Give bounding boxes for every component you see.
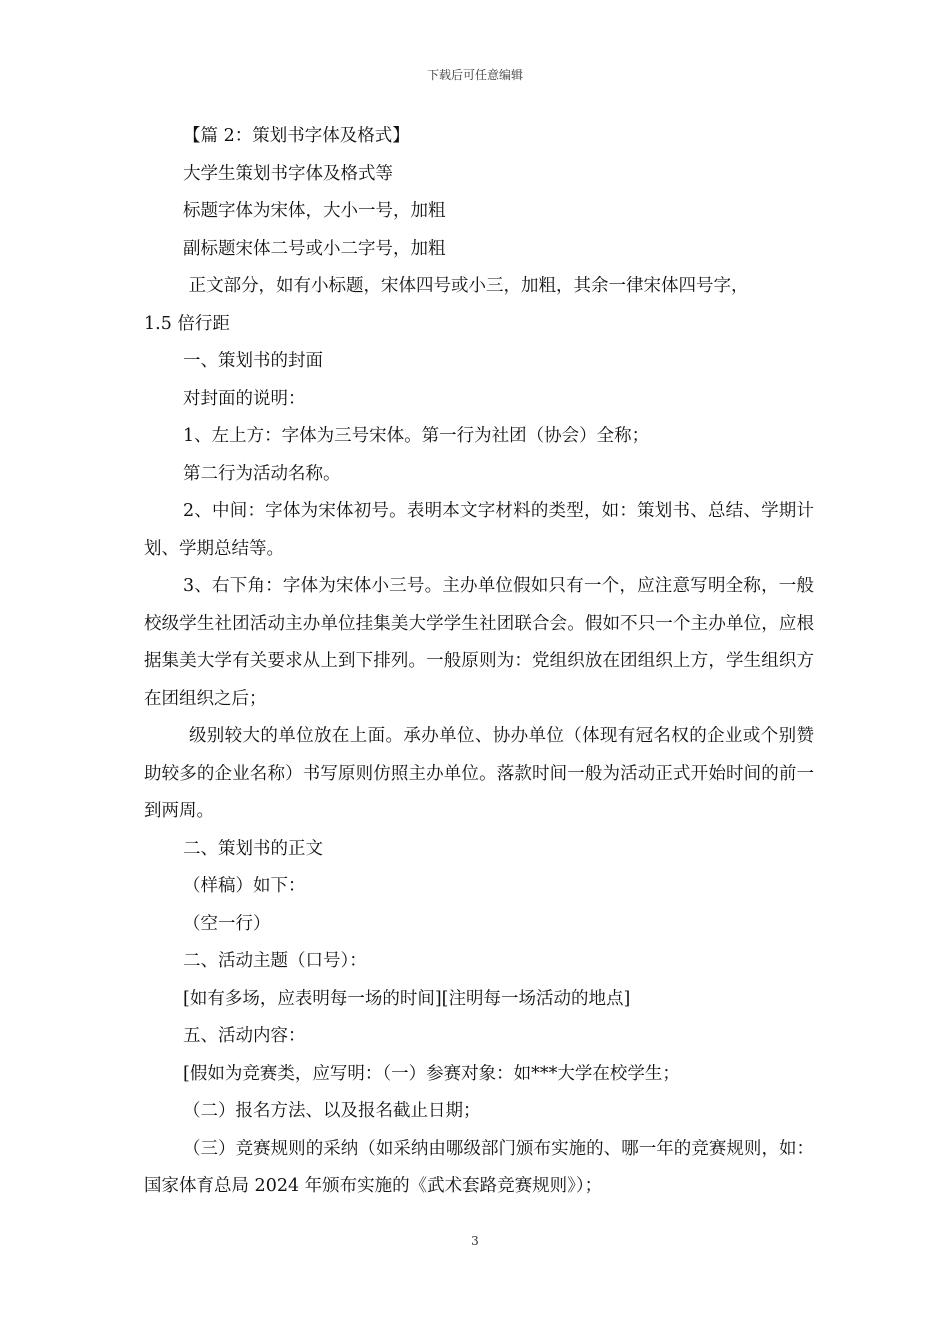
paragraph: 标题字体为宋体，大小一号，加粗 [183,201,446,221]
paragraph: 1、左上方：字体为三号宋体。第一行为社团（协会）全称； [183,426,650,446]
paragraph: （样稿）如下： [183,876,306,896]
paragraph: 五、活动内容： [183,1026,306,1046]
page-number: 3 [471,1234,479,1248]
paragraph-continuation: 1.5 倍行距 [144,313,230,334]
paragraph: [假如为竞赛类，应写明：（一）参赛对象：如***大学在校学生； [183,1063,680,1084]
paragraph: 第二行为活动名称。 [183,463,341,484]
paragraph: 二、策划书的正文 [183,838,323,859]
document-body [144,118,814,1206]
paragraph: 对封面的说明： [183,388,306,409]
paragraph: 2、中间：字体为宋体初号。表明本文字材料的类型，如：策划书、总结、学期计划、学期总结等。 [144,501,814,559]
paragraph: （空一行） [183,913,271,934]
paragraph: 一、策划书的封面 [183,351,323,371]
paragraph: [如有多场，应表明每一场的时间][注明每一场活动的地点] [183,988,631,1009]
paragraph: 3、右下角：字体为宋体小三号。主办单位假如只有一个，应注意写明全称，一般校级学生社团活动主办单位挂集美大学学生社团联合会。假如不只一个主办单位，应根据集美大学有关要求从上到下排列。一般原则为：党组织放在团组织上方，学生组织方在团组织之后； [144,576,814,709]
paragraph: 大学生策划书字体及格式等 [183,163,393,184]
paragraph: 正文部分，如有小标题，宋体四号或小三，加粗，其余一律宋体四号字， [183,276,749,296]
page-header-note: 下载后可任意编辑 [426,68,523,82]
section-heading: 【篇 2：策划书字体及格式】 [183,126,410,146]
paragraph: 级别较大的单位放在上面。承办单位、协办单位（体现有冠名权的企业或个别赞助较多的企业名称）书写原则仿照主办单位。落款时间一般为活动正式开始时间的前一到两周。 [144,726,814,821]
paragraph: 二、活动主题（口号）： [183,951,367,971]
paragraph: （三）竞赛规则的采纳（如采纳由哪级部门颁布实施的、哪一年的竞赛规则，如：国家体育总局 2024 年颁布实施的《武术套路竞赛规则》）； [144,1138,814,1196]
paragraph: 副标题宋体二号或小二字号，加粗 [183,238,446,259]
paragraph: （二）报名方法、以及报名截止日期； [183,1101,481,1121]
